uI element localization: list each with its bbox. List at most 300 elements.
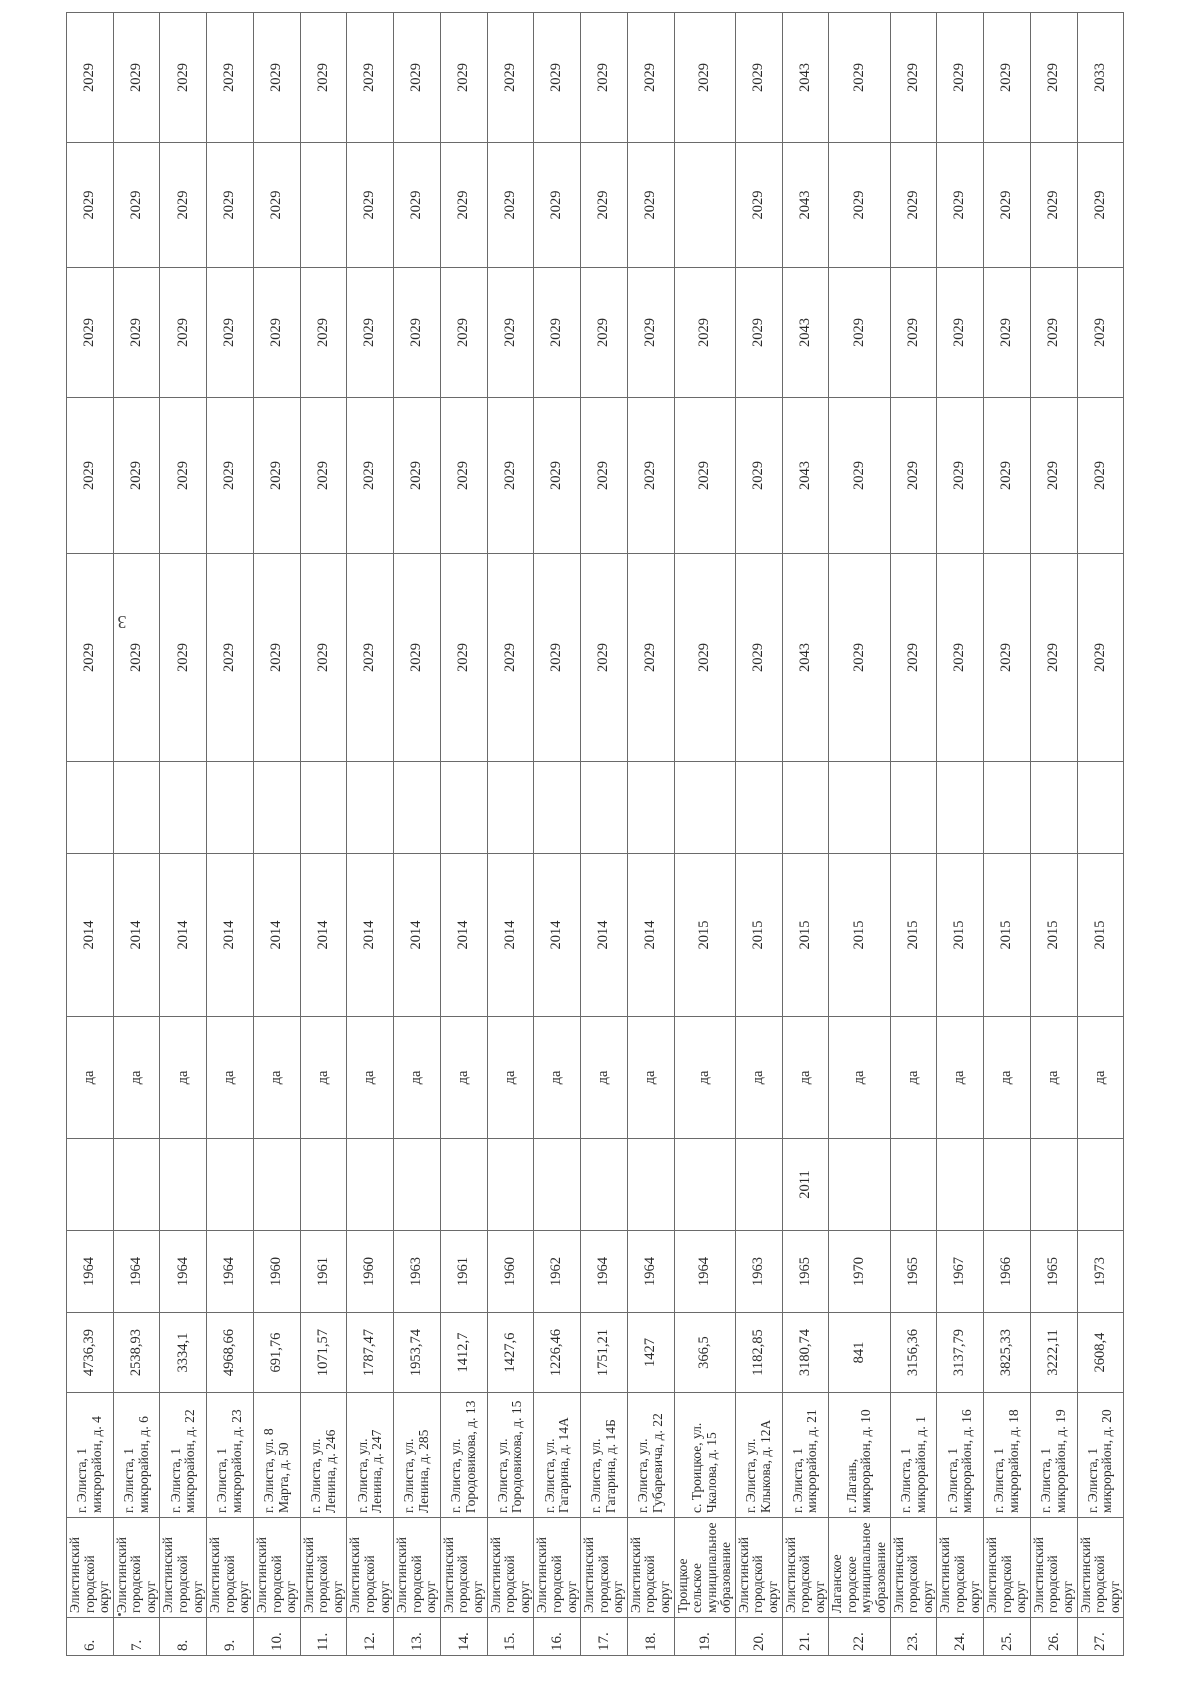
flag-cell: да [207,1017,254,1139]
planned-year-cell-1: 2029 [735,554,782,762]
address-cell: г. Элиста, 1 микрорайон, д. 6 [113,1393,160,1518]
row-number-cell: 15. [487,1618,534,1656]
planned-year-cell-3: 2029 [984,268,1031,398]
planned-year-cell-2: 2029 [674,398,735,554]
planned-year-cell-5: 2029 [890,13,937,143]
planned-year-cell-5: 2029 [674,13,735,143]
municipality-cell: Элистинский городской округ [347,1518,394,1618]
year-built-cell: 1962 [534,1231,581,1313]
area-cell: 4968,66 [207,1313,254,1393]
repair-year-cell [487,1139,534,1231]
blank-cell [1030,762,1077,854]
flag-cell: да [300,1017,347,1139]
area-cell: 366,5 [674,1313,735,1393]
area-cell: 3825,33 [984,1313,1031,1393]
flag-cell: да [581,1017,628,1139]
row-number-cell: 13. [394,1618,441,1656]
table-row [440,13,487,1656]
row-number-cell: 8. [160,1618,207,1656]
planned-year-cell-3: 2029 [160,268,207,398]
area-cell: 1427,6 [487,1313,534,1393]
area-cell: 3156,36 [890,1313,937,1393]
blank-cell [1077,762,1124,854]
repair-year-cell [160,1139,207,1231]
blank-cell [937,762,984,854]
address-cell: г. Лагань, микрорайон, д. 10 [829,1393,890,1518]
planned-year-cell-3: 2029 [67,268,114,398]
address-cell: г. Элиста, ул. Ленина, д. 247 [347,1393,394,1518]
blank-cell [984,762,1031,854]
table-row [394,13,441,1656]
planned-year-cell-2: 2029 [890,398,937,554]
address-cell: г. Элиста, 1 микрорайон, д. 21 [782,1393,829,1518]
planned-year-cell-5: 2029 [581,13,628,143]
survey-year-cell: 2014 [627,854,674,1017]
flag-cell: да [67,1017,114,1139]
row-number-cell: 18. [627,1618,674,1656]
address-cell: г. Элиста, ул. Городовикова, д. 15 [487,1393,534,1518]
planned-year-cell-5: 2029 [487,13,534,143]
planned-year-cell-5: 2029 [937,13,984,143]
flag-cell: да [1030,1017,1077,1139]
row-number-cell: 7. [113,1618,160,1656]
municipality-cell: Элистинский городской округ [300,1518,347,1618]
repair-year-cell [253,1139,300,1231]
survey-year-cell: 2015 [829,854,890,1017]
table-row [735,13,782,1656]
survey-year-cell: 2014 [300,854,347,1017]
survey-year-cell: 2014 [394,854,441,1017]
area-cell: 1787,47 [347,1313,394,1393]
repair-year-cell [937,1139,984,1231]
flag-cell: да [534,1017,581,1139]
blank-cell [890,762,937,854]
year-built-cell: 1964 [207,1231,254,1313]
municipality-cell: Элистинский городской округ [984,1518,1031,1618]
planned-year-cell-2: 2029 [347,398,394,554]
flag-cell: да [394,1017,441,1139]
planned-year-cell-5: 2029 [394,13,441,143]
flag-cell: да [253,1017,300,1139]
repair-year-cell: 2011 [782,1139,829,1231]
address-cell: г. Элиста, ул. Ленина, д. 285 [394,1393,441,1518]
planned-year-cell-4: 2029 [394,143,441,268]
table-row [627,13,674,1656]
planned-year-cell-3: 2029 [1077,268,1124,398]
flag-cell: да [347,1017,394,1139]
row-number-cell: 27. [1077,1618,1124,1656]
row-number-cell: 12. [347,1618,394,1656]
planned-year-cell-2: 2029 [440,398,487,554]
planned-year-cell-2: 2029 [581,398,628,554]
planned-year-cell-5: 2029 [984,13,1031,143]
blank-cell [113,762,160,854]
planned-year-cell-1: 2029 [534,554,581,762]
table-row [674,13,735,1656]
municipality-cell: Элистинский городской округ [207,1518,254,1618]
address-cell: г. Элиста, ул. Клыкова, д. 12А [735,1393,782,1518]
blank-cell [782,762,829,854]
table-row [300,13,347,1656]
municipality-cell: Элистинский городской округ [890,1518,937,1618]
planned-year-cell-4: 2029 [253,143,300,268]
planned-year-cell-1: 2029 [113,554,160,762]
planned-year-cell-1: 2029 [347,554,394,762]
table-row [487,13,534,1656]
row-number-cell: 6. [67,1618,114,1656]
year-built-cell: 1967 [937,1231,984,1313]
planned-year-cell-2: 2029 [735,398,782,554]
year-built-cell: 1970 [829,1231,890,1313]
row-number-cell: 17. [581,1618,628,1656]
table-row [207,13,254,1656]
planned-year-cell-1: 2029 [627,554,674,762]
flag-cell: да [829,1017,890,1139]
row-number-cell: 19. [674,1618,735,1656]
planned-year-cell-1: 2029 [67,554,114,762]
planned-year-cell-5: 2043 [782,13,829,143]
blank-cell [67,762,114,854]
year-built-cell: 1965 [782,1231,829,1313]
planned-year-cell-3: 2029 [627,268,674,398]
planned-year-cell-2: 2029 [534,398,581,554]
year-built-cell: 1965 [1030,1231,1077,1313]
repair-year-cell [1030,1139,1077,1231]
planned-year-cell-1: 2029 [890,554,937,762]
survey-year-cell: 2014 [347,854,394,1017]
repair-year-cell [890,1139,937,1231]
row-number-cell: 10. [253,1618,300,1656]
planned-year-cell-3: 2029 [253,268,300,398]
table-row [1030,13,1077,1656]
municipality-cell: Элистинский городской округ [1077,1518,1124,1618]
planned-year-cell-5: 2029 [735,13,782,143]
planned-year-cell-1: 2029 [937,554,984,762]
survey-year-cell: 2015 [984,854,1031,1017]
address-cell: г. Элиста, 1 микрорайон, д. 23 [207,1393,254,1518]
municipality-cell: Элистинский городской округ [440,1518,487,1618]
address-cell: г. Элиста, ул. Городовикова, д. 13 [440,1393,487,1518]
repair-year-cell [113,1139,160,1231]
municipality-cell: Элистинский городской округ [627,1518,674,1618]
planned-year-cell-5: 2029 [347,13,394,143]
year-built-cell: 1964 [674,1231,735,1313]
address-cell: г. Элиста, 1 микрорайон, д. 4 [67,1393,114,1518]
municipality-cell: Элистинский городской округ [581,1518,628,1618]
address-cell: г. Элиста, ул. Ленина, д. 246 [300,1393,347,1518]
blank-cell [735,762,782,854]
address-cell: г. Элиста, 1 микрорайон, д. 19 [1030,1393,1077,1518]
row-number-cell: 20. [735,1618,782,1656]
table-row [984,13,1031,1656]
table-row [160,13,207,1656]
flag-cell: да [735,1017,782,1139]
planned-year-cell-1: 2029 [829,554,890,762]
planned-year-cell-2: 2043 [782,398,829,554]
page-number: 3 [117,612,127,632]
planned-year-cell-1: 2029 [1030,554,1077,762]
flag-cell: да [890,1017,937,1139]
municipality-cell: Элистинский городской округ [160,1518,207,1618]
survey-year-cell: 2014 [160,854,207,1017]
scan-speck [118,1613,121,1616]
address-cell: г. Элиста, 1 микрорайон, д. 20 [1077,1393,1124,1518]
flag-cell: да [113,1017,160,1139]
flag-cell: да [1077,1017,1124,1139]
table-row [937,13,984,1656]
planned-year-cell-3: 2029 [487,268,534,398]
planned-year-cell-2: 2029 [1030,398,1077,554]
planned-year-cell-2: 2029 [487,398,534,554]
area-cell: 1226,46 [534,1313,581,1393]
planned-year-cell-2: 2029 [627,398,674,554]
area-cell: 1182,85 [735,1313,782,1393]
planned-year-cell-5: 2029 [67,13,114,143]
year-built-cell: 1960 [253,1231,300,1313]
municipality-cell: Элистинский городской округ [67,1518,114,1618]
planned-year-cell-3: 2029 [347,268,394,398]
planned-year-cell-3: 2029 [207,268,254,398]
table-row [534,13,581,1656]
year-built-cell: 1964 [581,1231,628,1313]
planned-year-cell-4 [300,143,347,268]
survey-year-cell: 2014 [440,854,487,1017]
municipality-cell: Элистинский городской округ [113,1518,160,1618]
table-row [347,13,394,1656]
flag-cell: да [440,1017,487,1139]
planned-year-cell-2: 2029 [829,398,890,554]
row-number-cell: 11. [300,1618,347,1656]
survey-year-cell: 2014 [534,854,581,1017]
planned-year-cell-4: 2029 [829,143,890,268]
municipality-cell: Элистинский городской округ [735,1518,782,1618]
survey-year-cell: 2015 [674,854,735,1017]
planned-year-cell-1: 2029 [487,554,534,762]
planned-year-cell-4: 2029 [487,143,534,268]
address-cell: с. Троицкое, ул. Чкалова, д. 15 [674,1393,735,1518]
survey-year-cell: 2014 [67,854,114,1017]
planned-year-cell-4: 2029 [627,143,674,268]
row-number-cell: 24. [937,1618,984,1656]
area-cell: 1953,74 [394,1313,441,1393]
planned-year-cell-4: 2029 [347,143,394,268]
flag-cell: да [782,1017,829,1139]
address-cell: г. Элиста, ул. Гагарина, д. 14А [534,1393,581,1518]
survey-year-cell: 2014 [207,854,254,1017]
planned-year-cell-5: 2029 [160,13,207,143]
row-number-cell: 16. [534,1618,581,1656]
year-built-cell: 1964 [113,1231,160,1313]
municipality-cell: Элистинский городской округ [1030,1518,1077,1618]
survey-year-cell: 2014 [581,854,628,1017]
row-number-cell: 14. [440,1618,487,1656]
year-built-cell: 1973 [1077,1231,1124,1313]
blank-cell [534,762,581,854]
repair-year-cell [581,1139,628,1231]
planned-year-cell-5: 2029 [627,13,674,143]
repair-year-cell [1077,1139,1124,1231]
municipality-cell: Элистинский городской округ [394,1518,441,1618]
municipality-cell: Элистинский городской округ [534,1518,581,1618]
planned-year-cell-3: 2029 [674,268,735,398]
planned-year-cell-5: 2029 [207,13,254,143]
planned-year-cell-2: 2029 [300,398,347,554]
flag-cell: да [674,1017,735,1139]
planned-year-cell-2: 2029 [394,398,441,554]
address-cell: г. Элиста, ул. Губаревича, д. 22 [627,1393,674,1518]
address-cell: г. Элиста, 1 микрорайон, д. 22 [160,1393,207,1518]
planned-year-cell-4: 2029 [160,143,207,268]
row-number-cell: 22. [829,1618,890,1656]
flag-cell: да [487,1017,534,1139]
year-built-cell: 1963 [735,1231,782,1313]
area-cell: 3137,79 [937,1313,984,1393]
year-built-cell: 1960 [487,1231,534,1313]
municipality-cell: Троицкое сельское муниципальное образование [674,1518,735,1618]
planned-year-cell-4: 2043 [782,143,829,268]
planned-year-cell-3: 2029 [1030,268,1077,398]
planned-year-cell-1: 2029 [207,554,254,762]
planned-year-cell-5: 2029 [113,13,160,143]
area-cell: 1412,7 [440,1313,487,1393]
register-table [66,12,1124,1656]
planned-year-cell-5: 2029 [829,13,890,143]
planned-year-cell-3: 2029 [735,268,782,398]
planned-year-cell-1: 2029 [253,554,300,762]
planned-year-cell-4: 2029 [984,143,1031,268]
row-number-cell: 9. [207,1618,254,1656]
blank-cell [300,762,347,854]
survey-year-cell: 2015 [1030,854,1077,1017]
address-cell: г. Элиста, 1 микрорайон, д. 16 [937,1393,984,1518]
planned-year-cell-5: 2029 [300,13,347,143]
planned-year-cell-4: 2029 [534,143,581,268]
year-built-cell: 1966 [984,1231,1031,1313]
planned-year-cell-1: 2029 [394,554,441,762]
repair-year-cell [984,1139,1031,1231]
register-table-body [67,13,1124,1656]
repair-year-cell [829,1139,890,1231]
year-built-cell: 1964 [160,1231,207,1313]
planned-year-cell-2: 2029 [1077,398,1124,554]
repair-year-cell [735,1139,782,1231]
blank-cell [160,762,207,854]
year-built-cell: 1964 [67,1231,114,1313]
row-number-cell: 21. [782,1618,829,1656]
planned-year-cell-1: 2043 [782,554,829,762]
area-cell: 1751,21 [581,1313,628,1393]
planned-year-cell-4: 2029 [1077,143,1124,268]
planned-year-cell-4: 2029 [890,143,937,268]
planned-year-cell-2: 2029 [984,398,1031,554]
planned-year-cell-3: 2029 [113,268,160,398]
planned-year-cell-4: 2029 [113,143,160,268]
planned-year-cell-5: 2033 [1077,13,1124,143]
planned-year-cell-2: 2029 [67,398,114,554]
repair-year-cell [347,1139,394,1231]
flag-cell: да [160,1017,207,1139]
planned-year-cell-3: 2029 [394,268,441,398]
blank-cell [627,762,674,854]
table-row [782,13,829,1656]
planned-year-cell-4: 2029 [937,143,984,268]
table-row [581,13,628,1656]
planned-year-cell-3: 2029 [829,268,890,398]
area-cell: 3222,11 [1030,1313,1077,1393]
repair-year-cell [67,1139,114,1231]
year-built-cell: 1964 [627,1231,674,1313]
planned-year-cell-1: 2029 [581,554,628,762]
municipality-cell: Лаганское городское муниципальное образование [829,1518,890,1618]
blank-cell [253,762,300,854]
repair-year-cell [300,1139,347,1231]
planned-year-cell-2: 2029 [113,398,160,554]
municipality-cell: Элистинский городской округ [253,1518,300,1618]
blank-cell [207,762,254,854]
blank-cell [347,762,394,854]
survey-year-cell: 2015 [1077,854,1124,1017]
blank-cell [581,762,628,854]
address-cell: г. Элиста, ул. 8 Марта, д. 50 [253,1393,300,1518]
planned-year-cell-4 [674,143,735,268]
table-row [67,13,114,1656]
planned-year-cell-4: 2029 [581,143,628,268]
planned-year-cell-4: 2029 [207,143,254,268]
repair-year-cell [674,1139,735,1231]
repair-year-cell [207,1139,254,1231]
area-cell: 1427 [627,1313,674,1393]
blank-cell [674,762,735,854]
area-cell: 3334,1 [160,1313,207,1393]
survey-year-cell: 2014 [487,854,534,1017]
planned-year-cell-3: 2029 [300,268,347,398]
planned-year-cell-2: 2029 [160,398,207,554]
planned-year-cell-3: 2029 [534,268,581,398]
address-cell: г. Элиста, ул. Гагарина, д. 14Б [581,1393,628,1518]
planned-year-cell-4: 2029 [440,143,487,268]
blank-cell [829,762,890,854]
flag-cell: да [984,1017,1031,1139]
area-cell: 2608,4 [1077,1313,1124,1393]
year-built-cell: 1960 [347,1231,394,1313]
planned-year-cell-3: 2029 [937,268,984,398]
planned-year-cell-5: 2029 [253,13,300,143]
repair-year-cell [534,1139,581,1231]
row-number-cell: 23. [890,1618,937,1656]
table-row [1077,13,1124,1656]
year-built-cell: 1961 [440,1231,487,1313]
survey-year-cell: 2015 [782,854,829,1017]
area-cell: 841 [829,1313,890,1393]
table-row [890,13,937,1656]
row-number-cell: 26. [1030,1618,1077,1656]
planned-year-cell-3: 2043 [782,268,829,398]
planned-year-cell-3: 2029 [581,268,628,398]
blank-cell [487,762,534,854]
flag-cell: да [627,1017,674,1139]
planned-year-cell-4: 2029 [735,143,782,268]
planned-year-cell-2: 2029 [253,398,300,554]
survey-year-cell: 2015 [937,854,984,1017]
area-cell: 2538,93 [113,1313,160,1393]
planned-year-cell-4: 2029 [1030,143,1077,268]
municipality-cell: Элистинский городской округ [937,1518,984,1618]
planned-year-cell-5: 2029 [1030,13,1077,143]
municipality-cell: Элистинский городской округ [782,1518,829,1618]
planned-year-cell-1: 2029 [300,554,347,762]
planned-year-cell-3: 2029 [890,268,937,398]
blank-cell [394,762,441,854]
